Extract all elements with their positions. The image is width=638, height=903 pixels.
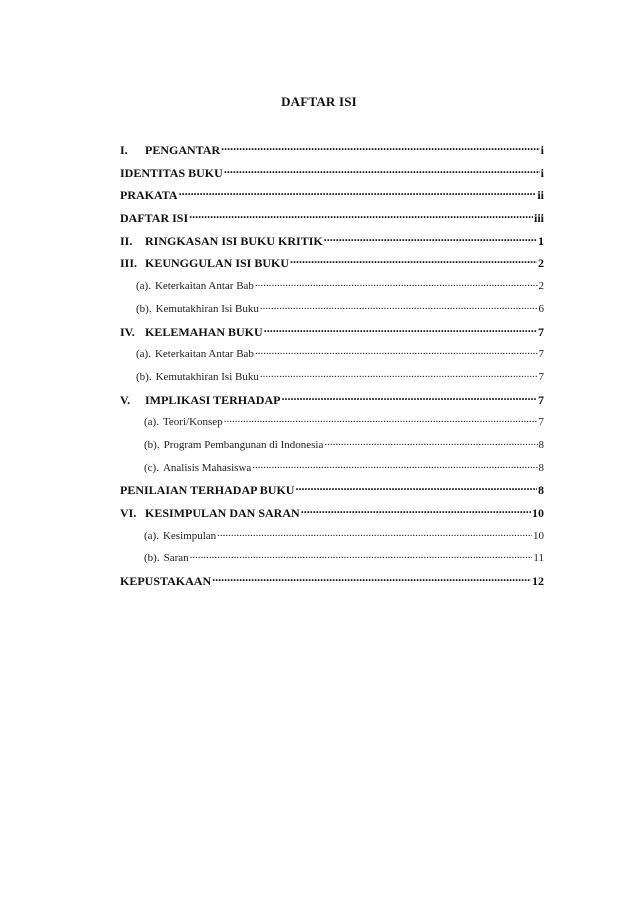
toc-entry-page-number: 10 xyxy=(533,529,544,542)
toc-entry-page-number: 8 xyxy=(538,438,544,451)
toc-entry-number: (b). xyxy=(136,370,152,383)
toc-entry-label: PENGANTAR xyxy=(145,143,221,157)
toc-entry-label: IMPLIKASI TERHADAP xyxy=(145,392,281,407)
toc-entry-page-number: i xyxy=(540,165,544,180)
toc-entry-label: Keterkaitan Antar Bab xyxy=(154,280,254,293)
toc-entry-page-number: 7 xyxy=(538,324,544,339)
toc-entry-label: Keterkaitan Antar Bab xyxy=(154,348,254,361)
toc-entry xyxy=(120,392,544,415)
toc-entry-page-number: 6 xyxy=(538,302,544,315)
dot-leader xyxy=(255,346,538,357)
toc-entry-page-number: 11 xyxy=(533,552,544,565)
dot-leader xyxy=(281,392,537,404)
toc-entry xyxy=(120,324,544,347)
toc-entry-label: KESIMPULAN DAN SARAN xyxy=(145,506,300,520)
toc-entry-page-number: 12 xyxy=(532,574,544,589)
toc-entry-page-number: 1 xyxy=(538,233,544,248)
toc-entry-number: (a). xyxy=(136,348,151,361)
dot-leader xyxy=(324,437,537,448)
table-of-contents xyxy=(120,142,544,596)
dot-leader xyxy=(252,460,537,471)
toc-entry-label: RINGKASAN ISI BUKU KRITIK xyxy=(145,233,323,248)
toc-entry-page-number: 7 xyxy=(538,370,544,383)
toc-entry-label: Program Pembangunan di Indonesia xyxy=(163,438,324,451)
dot-leader xyxy=(224,414,538,425)
toc-entry-page-number: 8 xyxy=(538,483,544,498)
dot-leader xyxy=(189,210,533,222)
toc-entry xyxy=(120,187,544,210)
dot-leader xyxy=(301,505,531,517)
dot-leader xyxy=(295,482,537,494)
toc-entry-label: PENILAIAN TERHADAP BUKU xyxy=(120,483,295,498)
toc-subentry xyxy=(120,278,544,301)
dot-leader xyxy=(212,573,531,585)
toc-entry-label: KELEMAHAN BUKU xyxy=(145,324,263,339)
toc-entry-label: Kemutakhiran Isi Buku xyxy=(155,302,259,315)
toc-entry-number: III. xyxy=(120,256,138,271)
toc-entry-page-number: 2 xyxy=(538,280,544,293)
toc-entry-label: DAFTAR ISI xyxy=(120,211,189,226)
toc-entry-number: (a). xyxy=(144,529,159,542)
toc-entry-number: (a). xyxy=(144,416,159,429)
toc-subentry xyxy=(120,414,544,437)
toc-entry xyxy=(120,505,544,528)
toc-entry-label: Teori/Konsep xyxy=(162,416,223,429)
dot-leader xyxy=(217,528,532,539)
toc-entry xyxy=(120,573,544,596)
toc-entry-label: Analisis Mahasiswa xyxy=(162,461,252,474)
dot-leader xyxy=(260,301,538,312)
toc-entry-number: (a). xyxy=(136,280,151,293)
toc-entry-page-number: ii xyxy=(537,188,544,203)
toc-entry-page-number: iii xyxy=(533,211,544,226)
toc-subentry xyxy=(120,437,544,460)
toc-entry-label: Kesimpulan xyxy=(162,529,217,542)
toc-subentry xyxy=(120,346,544,369)
toc-entry-number: II. xyxy=(120,233,133,248)
toc-entry-number: (b). xyxy=(144,438,160,451)
toc-entry-page-number: 10 xyxy=(532,506,544,520)
toc-entry-page-number: 2 xyxy=(538,256,544,271)
page-title: DAFTAR ISI xyxy=(281,94,357,109)
dot-leader xyxy=(221,142,540,154)
toc-entry-number: I. xyxy=(120,143,128,157)
dot-leader xyxy=(324,233,537,245)
toc-entry-label: KEPUSTAKAAN xyxy=(120,574,212,589)
toc-entry xyxy=(120,165,544,188)
toc-entry xyxy=(120,142,544,165)
dot-leader xyxy=(224,165,540,177)
toc-subentry xyxy=(120,528,544,551)
toc-entry-number: (b). xyxy=(136,302,152,315)
toc-entry-label: KEUNGGULAN ISI BUKU xyxy=(145,256,290,271)
toc-entry-page-number: i xyxy=(540,143,544,157)
dot-leader xyxy=(290,255,537,267)
toc-entry xyxy=(120,210,544,233)
toc-entry-number: IV. xyxy=(120,324,135,339)
toc-entry xyxy=(120,482,544,505)
toc-subentry xyxy=(120,369,544,392)
dot-leader xyxy=(264,324,537,336)
toc-entry-page-number: 8 xyxy=(538,461,544,474)
toc-entry-number: VI. xyxy=(120,506,137,520)
toc-subentry xyxy=(120,301,544,324)
toc-entry-number: (c). xyxy=(144,461,159,474)
dot-leader xyxy=(260,369,538,380)
toc-entry-page-number: 7 xyxy=(538,348,544,361)
toc-entry xyxy=(120,255,544,278)
toc-entry-label: PRAKATA xyxy=(120,188,178,203)
dot-leader xyxy=(179,187,537,199)
toc-entry xyxy=(120,233,544,256)
toc-entry-label: IDENTITAS BUKU xyxy=(120,165,223,180)
dot-leader xyxy=(190,550,533,561)
toc-entry-page-number: 7 xyxy=(538,416,544,429)
toc-subentry xyxy=(120,550,544,573)
toc-entry-page-number: 7 xyxy=(538,392,544,407)
toc-entry-label: Saran xyxy=(163,552,189,565)
toc-entry-number: V. xyxy=(120,392,131,407)
toc-subentry xyxy=(120,460,544,483)
dot-leader xyxy=(255,278,538,289)
toc-entry-number: (b). xyxy=(144,552,160,565)
toc-entry-label: Kemutakhiran Isi Buku xyxy=(155,370,259,383)
